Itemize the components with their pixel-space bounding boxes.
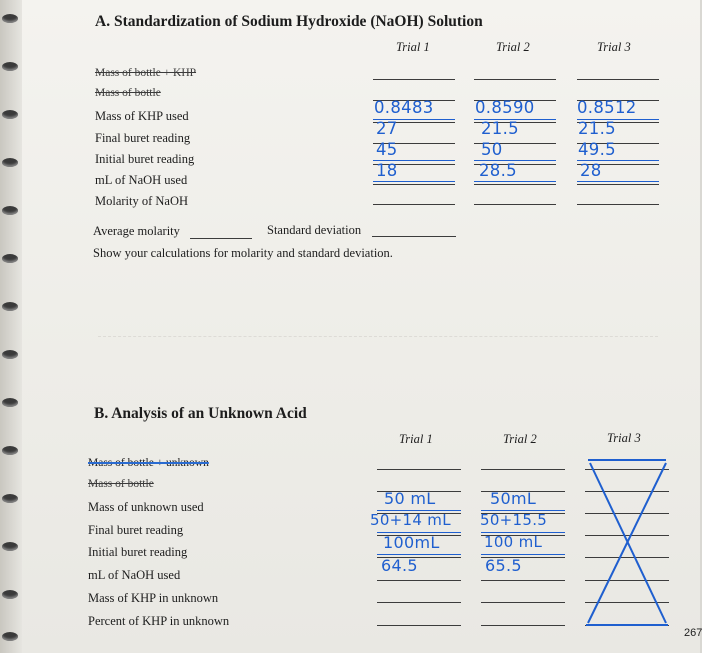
handwritten-ml-naoh-t2: 65.5 [485,556,522,575]
row-label-mass-bottle: Mass of bottle [88,478,154,490]
ink-underline [377,532,461,533]
row-label-mass-khp: Mass of KHP used [95,109,189,123]
ink-underline [373,181,455,182]
row-label-mass-khp-unknown: Mass of KHP in unknown [88,591,219,605]
standard-deviation-label: Standard deviation [267,223,362,237]
ink-underline [474,181,556,182]
handwritten-ml-naoh-t1: 64.5 [381,556,418,575]
row-label-ml-naoh: mL of NaOH used [88,568,181,582]
answer-line [577,204,659,205]
ink-underline [481,510,565,511]
ink-underline [373,119,455,120]
answer-line [377,625,461,626]
row-label-final-buret: Final buret reading [88,523,184,537]
trial-header-2: Trial 2 [503,432,537,446]
calculation-instructions: Show your calculations for molarity and standard deviation. [93,246,393,260]
ink-underline [577,181,659,182]
handwritten-initial-buret-t2: 50 [481,140,503,159]
answer-line [481,602,565,603]
bleed-through-text [98,336,658,377]
average-molarity-line [190,238,252,239]
ink-underline [373,160,455,161]
answer-line [474,204,556,205]
binding-hole [2,350,18,359]
handwritten-mass-khp-t3: 0.8512 [577,98,637,117]
row-label-mass-bottle-khp: Mass of bottle + KHP [95,67,197,79]
handwritten-mass-khp-t2: 0.8590 [475,98,535,117]
binding-hole [2,446,18,455]
handwritten-final-buret-t1: 27 [376,119,398,138]
spiral-binding [0,0,22,653]
ink-underline [481,554,565,555]
answer-line [481,469,565,470]
binding-hole [2,62,18,71]
handwritten-initial-buret-t1: 100mL [383,533,440,552]
handwritten-ml-naoh-t3: 28 [580,161,602,180]
binding-hole [2,632,18,641]
row-label-final-buret: Final buret reading [95,131,191,145]
standard-deviation-line [372,236,456,237]
answer-line [474,184,556,185]
binding-hole [2,494,18,503]
section-a-title: A. Standardization of Sodium Hydroxide (NaOH) Solution [95,13,483,30]
row-label-initial-buret: Initial buret reading [95,152,195,166]
handwritten-final-buret-t3: 21.5 [578,119,616,138]
handwritten-final-buret-t2: 50+15.5 [480,511,548,529]
answer-line [481,625,565,626]
row-label-mass-unknown: Mass of unknown used [88,500,204,514]
answer-line [373,204,455,205]
answer-line [474,79,556,80]
page-number: 267 [684,627,702,639]
answer-line [577,79,659,80]
row-label-ml-naoh: mL of NaOH used [95,173,188,187]
handwritten-mass-unknown-t2: 50mL [490,489,537,508]
handwritten-mass-khp-t1: 0.8483 [374,98,434,117]
handwritten-final-buret-t1: 50+14 mL [370,511,451,529]
answer-line [373,184,455,185]
ink-underline [474,119,556,120]
ink-underline [474,160,556,161]
row-label-initial-buret: Initial buret reading [88,545,188,559]
handwritten-ml-naoh-t1: 18 [376,161,398,180]
binding-hole [2,158,18,167]
row-label-mass-bottle: Mass of bottle [95,87,161,99]
average-molarity-label: Average molarity [93,224,180,238]
binding-hole [2,254,18,263]
handwritten-ml-naoh-t2: 28.5 [479,161,517,180]
ink-underline [577,119,659,120]
binding-hole [2,206,18,215]
answer-line [377,580,461,581]
row-label-mass-bottle-unknown: Mass of bottle + unknown [88,457,209,469]
crossed-out-trial-3-mark [582,455,672,630]
binding-hole [2,110,18,119]
ink-underline [577,160,659,161]
answer-line [377,602,461,603]
binding-hole [2,302,18,311]
handwritten-initial-buret-t2: 100 mL [484,533,543,551]
binding-hole [2,590,18,599]
trial-header-2: Trial 2 [496,40,530,54]
trial-header-3: Trial 3 [607,431,641,445]
answer-line [373,79,455,80]
ink-underline [481,532,565,533]
handwritten-initial-buret-t3: 49.5 [578,140,616,159]
handwritten-initial-buret-t1: 45 [376,140,398,159]
section-b-title: B. Analysis of an Unknown Acid [94,405,307,422]
answer-line [577,184,659,185]
answer-line [377,469,461,470]
ink-underline [377,510,461,511]
row-label-percent-khp: Percent of KHP in unknown [88,614,230,628]
handwritten-final-buret-t2: 21.5 [481,119,519,138]
binding-hole [2,542,18,551]
answer-line [481,580,565,581]
ink-underline [377,554,461,555]
row-label-molarity: Molarity of NaOH [95,194,189,208]
trial-header-1: Trial 1 [396,40,430,54]
handwritten-mass-unknown-t1: 50 mL [384,489,436,508]
trial-header-3: Trial 3 [597,40,631,54]
binding-hole [2,14,18,23]
binding-hole [2,398,18,407]
trial-header-1: Trial 1 [399,432,433,446]
